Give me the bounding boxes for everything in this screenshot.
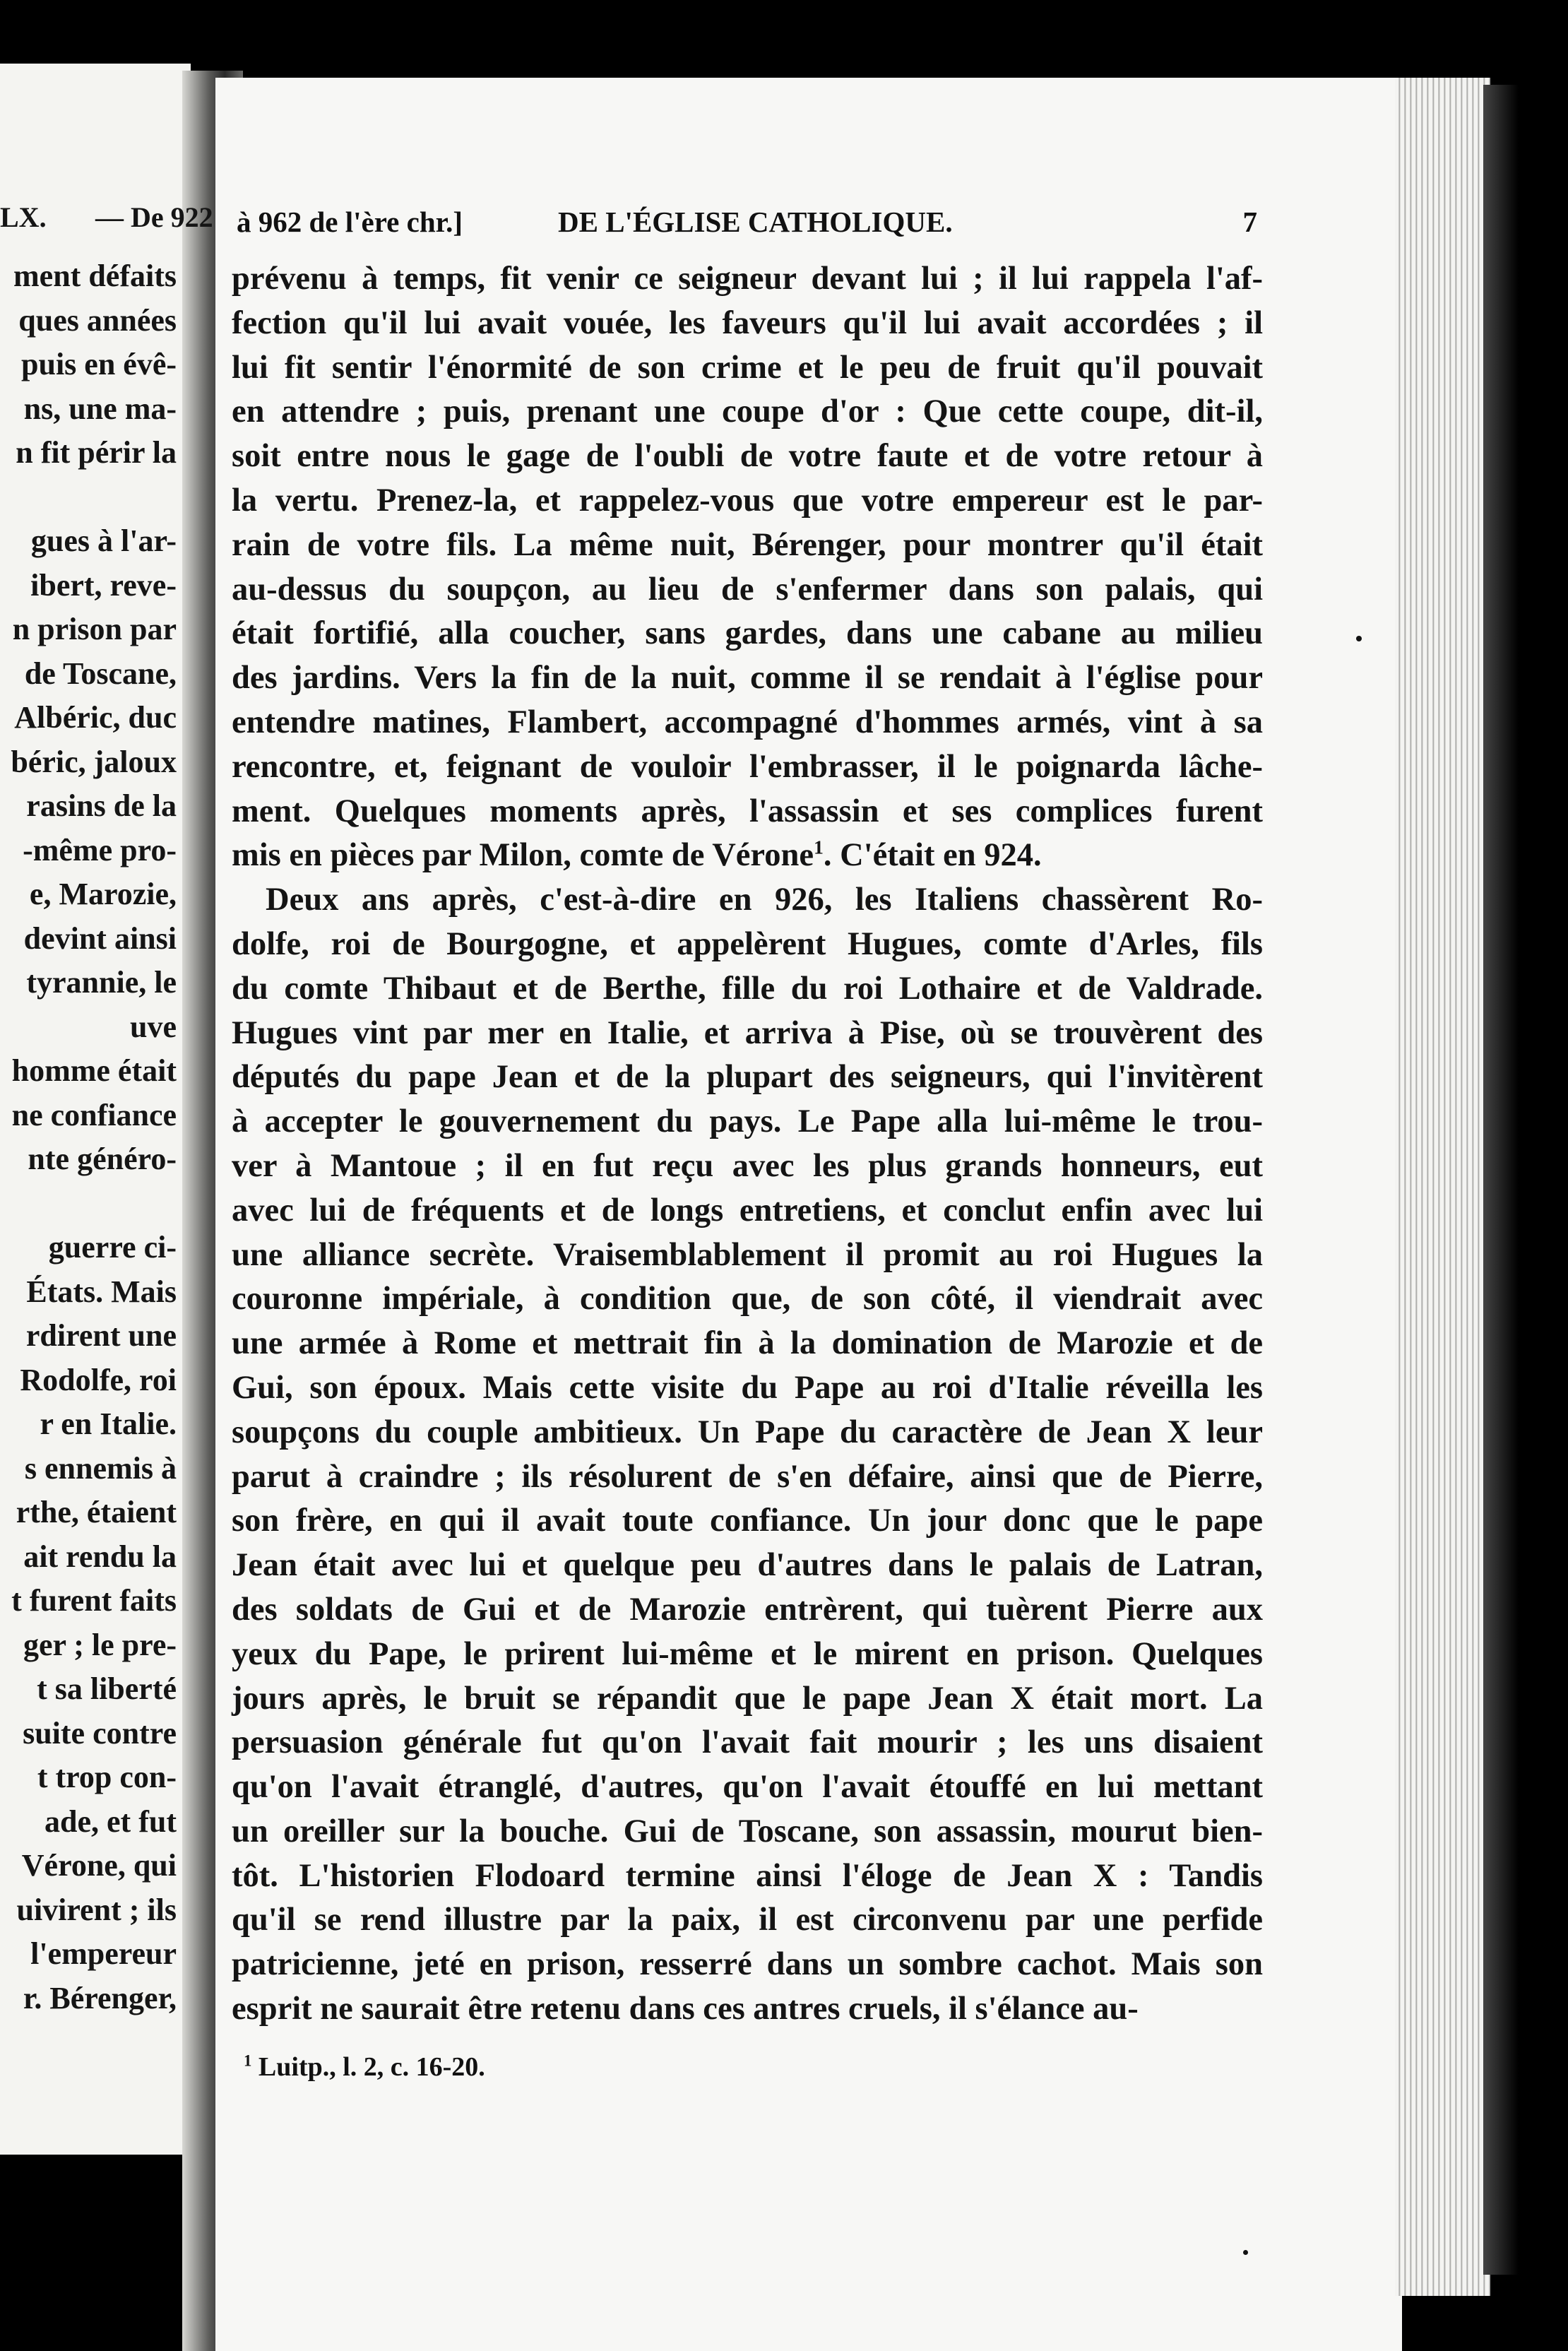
text-line: suite contre	[23, 1715, 177, 1751]
text-line: une alliance secrète. Vraisemblablement il promit au roi Hugues la	[232, 1236, 1263, 1273]
text-line: son frère, en qui il avait toute confiance. Un jour donc que le pape	[232, 1503, 1263, 1539]
text-line: tyrannie, le	[26, 965, 177, 1000]
text-line: n prison par	[12, 612, 177, 646]
text-line: guerre ci-	[48, 1230, 177, 1265]
text-line: rdirent une	[25, 1318, 177, 1353]
text-line: n fit périr la	[16, 435, 177, 470]
text-line: États. Mais	[26, 1274, 177, 1309]
text-line: ns, une ma-	[23, 391, 177, 426]
text-line: avec lui de fréquents et de longs entretiens, et conclut enfin avec lui	[232, 1192, 1263, 1228]
text-line: Gui, son époux. Mais cette visite du Pape au roi d'Italie réveilla les	[232, 1369, 1263, 1406]
paragraph-1	[232, 257, 1263, 834]
text-line: l'empereur	[30, 1936, 177, 1971]
text-line: jours après, le bruit se répandit que le pape Jean X était mort. La	[232, 1680, 1263, 1717]
scan-speck	[1356, 636, 1362, 641]
text-line: lui fit sentir l'énormité de son crime et le peu de fruit qu'il pouvait	[232, 349, 1263, 386]
text-line: rthe, étaient	[16, 1495, 177, 1529]
text-line: dolfe, roi de Bourgogne, et appelèrent Hugues, comte d'Arles, fils	[232, 925, 1263, 962]
running-head	[237, 205, 1257, 240]
text-line: députés du pape Jean et de la plupart des seigneurs, qui l'invitèrent	[232, 1059, 1263, 1096]
text-line: rain de votre fils. La même nuit, Bérenger, pour montrer qu'il était	[232, 526, 1263, 563]
text-line: soupçons du couple ambitieux. Un Pape du caractère de Jean X leur	[232, 1414, 1263, 1450]
footnote	[244, 2051, 809, 2083]
text-line	[0, 1182, 177, 1226]
text-line: r en Italie.	[40, 1407, 177, 1441]
text-line: puis en évê-	[21, 347, 177, 381]
text-line: qu'il se rend illustre par la paix, il est circonvenu par une perfide	[232, 1902, 1263, 1938]
text-line: soit entre nous le gage de l'oubli de votre faute et de votre retour à	[232, 438, 1263, 475]
text-line: tôt. L'historien Flodoard termine ainsi l'éloge de Jean X : Tandis	[232, 1857, 1263, 1894]
text-line: ne confiance	[11, 1097, 177, 1132]
running-head-title: DE L'ÉGLISE CATHOLIQUE.	[558, 206, 953, 238]
text-line: rasins de la	[26, 788, 177, 823]
text-line: Rodolfe, roi	[20, 1362, 177, 1397]
text-line: entendre matines, Flambert, accompagné d'hommes armés, vint à sa	[232, 704, 1263, 740]
page-edges	[1395, 78, 1490, 2296]
text-line: persuasion générale fut qu'on l'avait fait mourir ; les uns disaient	[232, 1724, 1263, 1761]
text-line: en attendre ; puis, prenant une coupe d'or : Que cette coupe, dit-il,	[232, 393, 1263, 430]
text-line: gues à l'ar-	[30, 523, 177, 558]
text-line: une armée à Rome et mettrait fin à la domination de Marozie et de	[232, 1325, 1263, 1362]
text-line	[0, 475, 177, 520]
footnote-text: Luitp., l. 2, c. 16-20.	[251, 2052, 485, 2082]
text-line: béric, jaloux	[11, 744, 177, 779]
text-line: la vertu. Prenez-la, et rappelez-vous que votre empereur est le par-	[232, 482, 1263, 519]
text-line: du comte Thibaut et de Berthe, fille du roi Lothaire et de Valdrade.	[232, 970, 1263, 1007]
text-line: un oreiller sur la bouche. Gui de Toscane, son assassin, mourut bien-	[232, 1813, 1263, 1849]
footnote-marker: 1	[244, 2051, 252, 2070]
text-line: yeux du Pape, le prirent lui-même et le mirent en prison. Quelques	[232, 1635, 1263, 1672]
text-line: ait rendu la	[23, 1539, 177, 1574]
text-line: s ennemis à	[24, 1450, 177, 1486]
text-line: des soldats de Gui et de Marozie entrèrent, qui tuèrent Pierre aux	[232, 1591, 1263, 1628]
text-line: des jardins. Vers la fin de la nuit, comme il se rendait à l'église pour	[232, 660, 1263, 697]
scan-speck	[1243, 2250, 1248, 2255]
body-text	[232, 257, 1263, 2032]
text-line: ment. Quelques moments après, l'assassin et ses complices furent	[232, 793, 1263, 829]
text-line: Albéric, duc	[14, 700, 177, 735]
text-line: Vérone, qui	[21, 1848, 177, 1883]
text-line: uve	[130, 1009, 177, 1044]
running-head-date-range: à 962 de l'ère chr.]	[237, 206, 463, 238]
text-line: Hugues vint par mer en Italie, et arriva à Pise, où se trouvèrent des	[232, 1014, 1263, 1051]
text-line: ger ; le pre-	[23, 1627, 177, 1662]
text-line: uivirent ; ils	[16, 1892, 177, 1927]
text-line: homme était	[11, 1053, 177, 1088]
text-line: au-dessus du soupçon, au lieu de s'enfermer dans son palais, qui	[232, 571, 1263, 608]
edge-shadow	[1483, 85, 1519, 2275]
left-running-head-title: LX.	[0, 201, 47, 233]
paragraph-1-last-text: mis en pièces par Milon, comte de Vérone	[232, 837, 814, 874]
text-line: ver à Mantoue ; il en fut reçu avec les plus grands honneurs, eut	[232, 1147, 1263, 1184]
left-running-head-range: — De 922	[95, 201, 213, 233]
text-line: Jean était avec lui et quelque peu d'autres dans le palais de Latran,	[232, 1547, 1263, 1584]
text-line: e, Marozie,	[29, 877, 177, 911]
text-line: esprit ne saurait être retenu dans ces antres cruels, il s'élance au-	[232, 1991, 1139, 2027]
left-page-text	[0, 254, 177, 2020]
text-line: ques années	[18, 302, 177, 338]
text-line: ment défaits	[13, 259, 177, 293]
footnote-reference: 1	[813, 836, 824, 859]
text-line: t sa liberté	[37, 1671, 177, 1706]
text-line: -même pro-	[23, 832, 177, 867]
text-line: couronne impériale, à condition que, de son côté, il viendrait avec	[232, 1281, 1263, 1317]
text-line: était fortifié, alla coucher, sans gardes, dans une cabane au milieu	[232, 615, 1263, 652]
text-line: prévenu à temps, fit venir ce seigneur devant lui ; il lui rappela l'af-	[232, 261, 1263, 297]
text-line: t trop con-	[37, 1760, 177, 1794]
page-number: 7	[1242, 206, 1257, 238]
text-line: qu'on l'avait étranglé, d'autres, qu'on l'avait étouffé en lui mettant	[232, 1769, 1263, 1806]
paragraph-1-last-line	[232, 834, 1263, 878]
text-line: à accepter le gouvernement du pays. Le Pape alla lui-même le trou-	[232, 1103, 1263, 1140]
text-line: nte généro-	[28, 1142, 177, 1176]
text-line: patricienne, jeté en prison, resserré dans un sombre cachot. Mais son	[232, 1946, 1263, 1983]
text-line: ade, et fut	[44, 1804, 177, 1839]
paragraph-1-last-tail: . C'était en 924.	[823, 837, 1042, 874]
text-line: fection qu'il lui avait vouée, les faveurs qu'il lui avait accordées ; il	[232, 304, 1263, 341]
text-line: r. Bérenger,	[23, 1980, 177, 2015]
text-line: devint ainsi	[23, 920, 177, 956]
text-line: de Toscane,	[24, 656, 177, 691]
text-line: t furent faits	[11, 1583, 177, 1618]
paragraph-2	[232, 878, 1263, 2032]
text-line: parut à craindre ; ils résolurent de s'en défaire, ainsi que de Pierre,	[232, 1458, 1263, 1495]
text-line: Deux ans après, c'est-à-dire en 926, les Italiens chassèrent Ro-	[266, 882, 1263, 918]
text-line: rencontre, et, feignant de vouloir l'embrasser, il le poignarda lâche-	[232, 748, 1263, 785]
text-line: ibert, reve-	[30, 567, 177, 603]
